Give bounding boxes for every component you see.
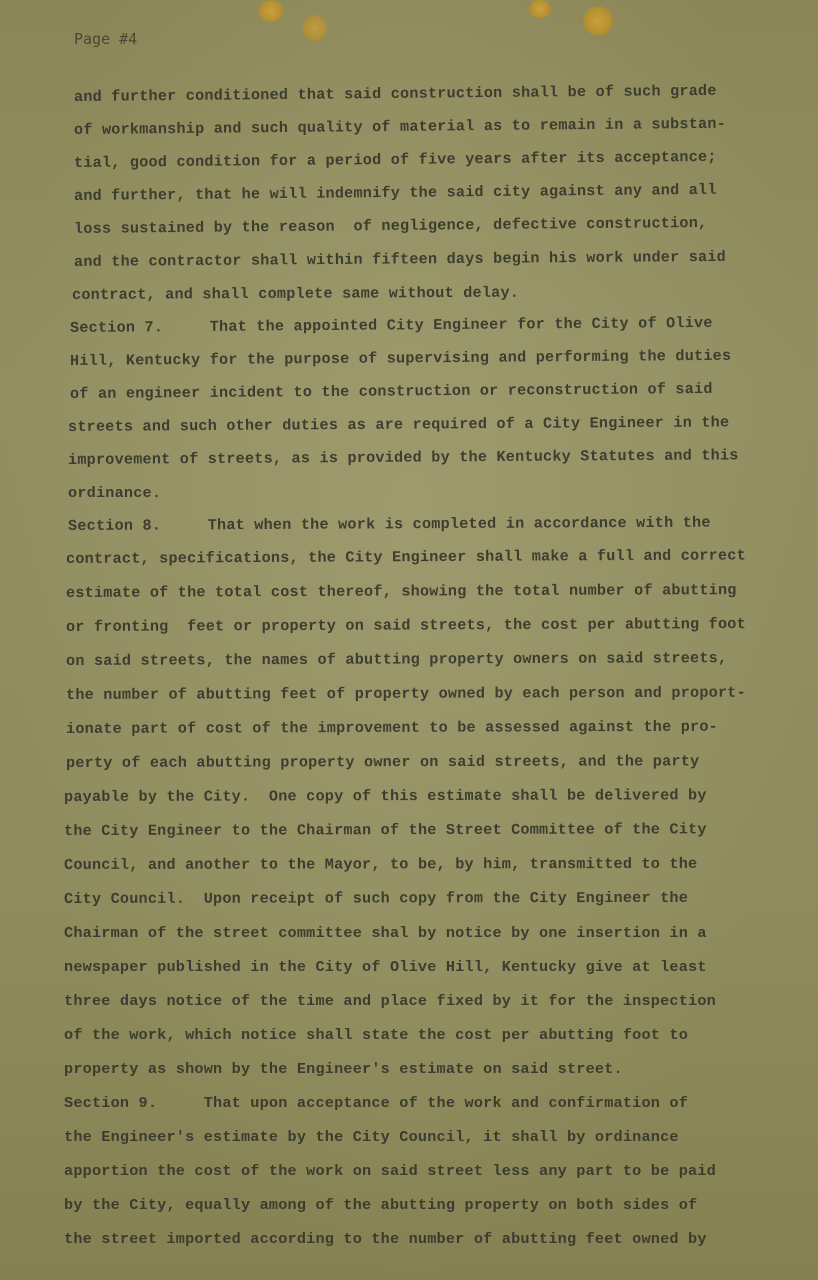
tape-stain [528, 0, 552, 18]
text-line: of workmanship and such quality of material as to remain in a substan- [73, 114, 727, 139]
text-line: payable by the City. One copy of this estimate shall be delivered by [63, 786, 707, 806]
text-line: streets and such other duties as are required of a City Engineer in the [67, 413, 730, 436]
section-heading-line: Section 7. That the appointed City Engineer for the City of Olive [69, 313, 713, 337]
text-line: the City Engineer to the Chairman of the Street Committee of the City [63, 820, 707, 840]
text-line: perty of each abutting property owner on said streets, and the party [65, 752, 700, 772]
tape-stain [583, 6, 613, 36]
text-line: or fronting feet or property on said streets, the cost per abutting foot [65, 615, 746, 636]
text-line: the street imported according to the number of abutting feet owned by [64, 1230, 707, 1248]
text-line: tial, good condition for a period of five years after its acceptance; [73, 147, 717, 172]
text-line: by the City, equally among of the abutting property on both sides of [64, 1196, 698, 1214]
text-line: improvement of streets, as is provided by the Kentucky Statutes and this [67, 446, 739, 469]
text-line: property as shown by the Engineer's estimate on said street. [64, 1060, 623, 1078]
text-line: City Council. Upon receipt of such copy from the City Engineer the [63, 888, 689, 908]
text-line: newspaper published in the City of Olive Hill, Kentucky give at least [64, 958, 707, 976]
text-line: contract, specifications, the City Engineer shall make a full and correct [65, 546, 746, 568]
text-line: of the work, which notice shall state the cost per abutting foot to [64, 1026, 689, 1044]
text-line: estimate of the total cost thereof, showing the total number of abutting [65, 581, 737, 602]
text-line: three days notice of the time and place fixed by it for the inspection [64, 992, 716, 1010]
text-line: Council, and another to the Mayor, to be, by him, transmitted to the [63, 854, 698, 874]
tape-stain [303, 14, 327, 42]
text-line: of an engineer incident to the construction or reconstruction of said [69, 379, 713, 403]
text-line: contract, and shall complete same without delay. [71, 283, 520, 304]
text-line: apportion the cost of the work on said street less any part to be paid [64, 1162, 716, 1180]
section-heading-line: Section 8. That when the work is completed in accordance with the [67, 513, 711, 535]
text-line: Hill, Kentucky for the purpose of supervising and performing the duties [69, 346, 732, 370]
text-line: Chairman of the street committee shal by notice by one insertion in a [64, 924, 707, 942]
text-line: and further conditioned that said construction shall be of such grade [73, 81, 717, 106]
section-heading-line: Section 9. That upon acceptance of the work and confirmation of [64, 1094, 689, 1112]
text-line: ordinance. [68, 484, 162, 502]
text-line: and the contractor shall within fifteen days begin his work under said [73, 247, 727, 271]
tape-stain [258, 0, 284, 22]
text-line: the number of abutting feet of property owned by each person and proport- [65, 683, 746, 704]
text-line: ionate part of cost of the improvement to be assessed against the pro- [65, 717, 719, 738]
text-line: and further, that he will indemnify the said city against any and all [73, 180, 717, 205]
text-line: on said streets, the names of abutting property owners on said streets, [65, 649, 728, 670]
text-line: the Engineer's estimate by the City Council, it shall by ordinance [64, 1128, 679, 1146]
page-number: Page #4 [74, 30, 138, 48]
text-line: loss sustained by the reason of negligence, defective construction, [73, 213, 708, 238]
